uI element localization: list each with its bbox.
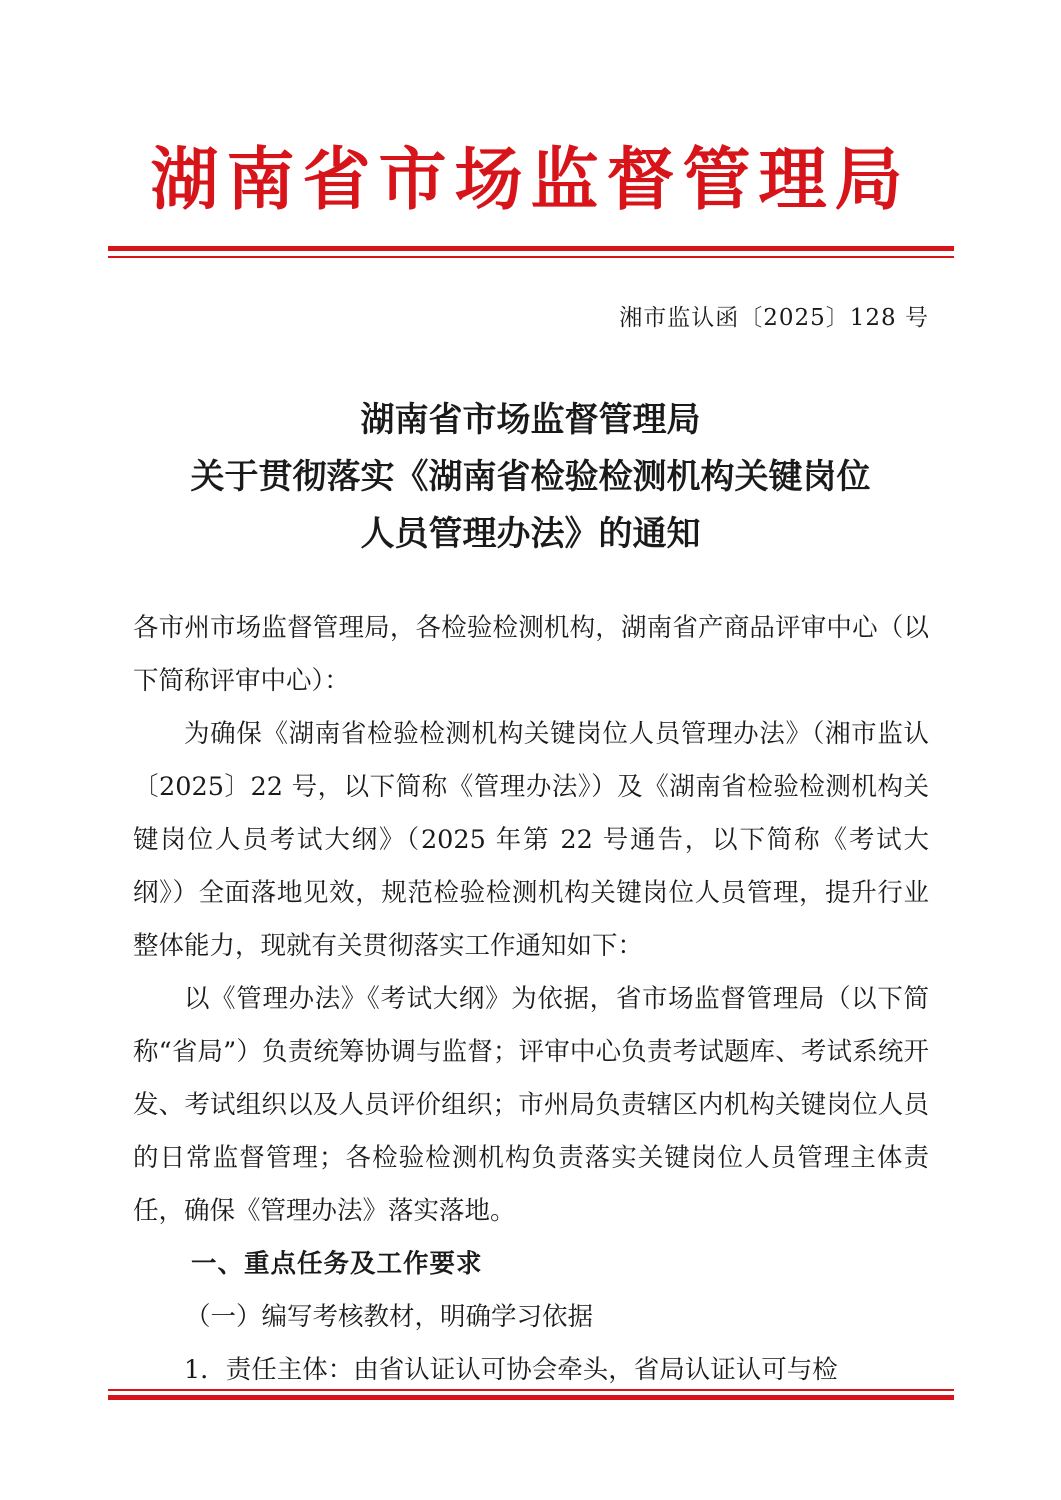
agency-masthead: 湖南省市场监督管理局	[150, 140, 911, 220]
title-line: 关于贯彻落实《湖南省检验检测机构关键岗位	[190, 457, 871, 497]
body-paragraph: 以《管理办法》《考试大纲》为依据，省市场监督管理局（以下简称“省局”）负责统筹协调与监督；评审中心负责考试题库、考试系统开发、考试组织以及人员评价组织；市州局负责辖区内机构关键岗位人员的日常监督管理；各检验检测机构负责落实关键岗位人员管理主体责任，确保《管理办法》落实落地。	[133, 984, 929, 1226]
subsection-heading: （一）编写考核教材，明确学习依据	[185, 1302, 594, 1332]
list-item: 1．责任主体：由省认证认可协会牵头，省局认证认可与检	[184, 1355, 838, 1385]
title-line: 湖南省市场监督管理局	[360, 400, 701, 440]
header-rule-thick	[108, 246, 954, 251]
document-body	[133, 602, 929, 1397]
section-heading: 一、重点任务及工作要求	[191, 1249, 483, 1279]
salutation: 各市州市场监督管理局，各检验检测机构，湖南省产商品评审中心（以下简称评审中心）：	[133, 613, 929, 696]
document-number: 湘市监认函〔2025〕128 号	[619, 305, 929, 331]
title-line: 人员管理办法》的通知	[360, 514, 701, 554]
footer-rule-thin	[108, 1389, 954, 1391]
document-title	[0, 392, 1061, 563]
footer-rule-thick	[108, 1395, 954, 1400]
header-rule-thin	[108, 256, 954, 258]
body-paragraph: 为确保《湖南省检验检测机构关键岗位人员管理办法》（湘市监认〔2025〕22 号，以下简称《管理办法》）及《湖南省检验检测机构关键岗位人员考试大纲》（2025 年第 22 号通告，以下简称《考试大纲》）全面落地见效，规范检验检测机构关键岗位人员管理，提升行业整体能力，现就有关贯彻落实工作通知如下：	[133, 719, 929, 961]
